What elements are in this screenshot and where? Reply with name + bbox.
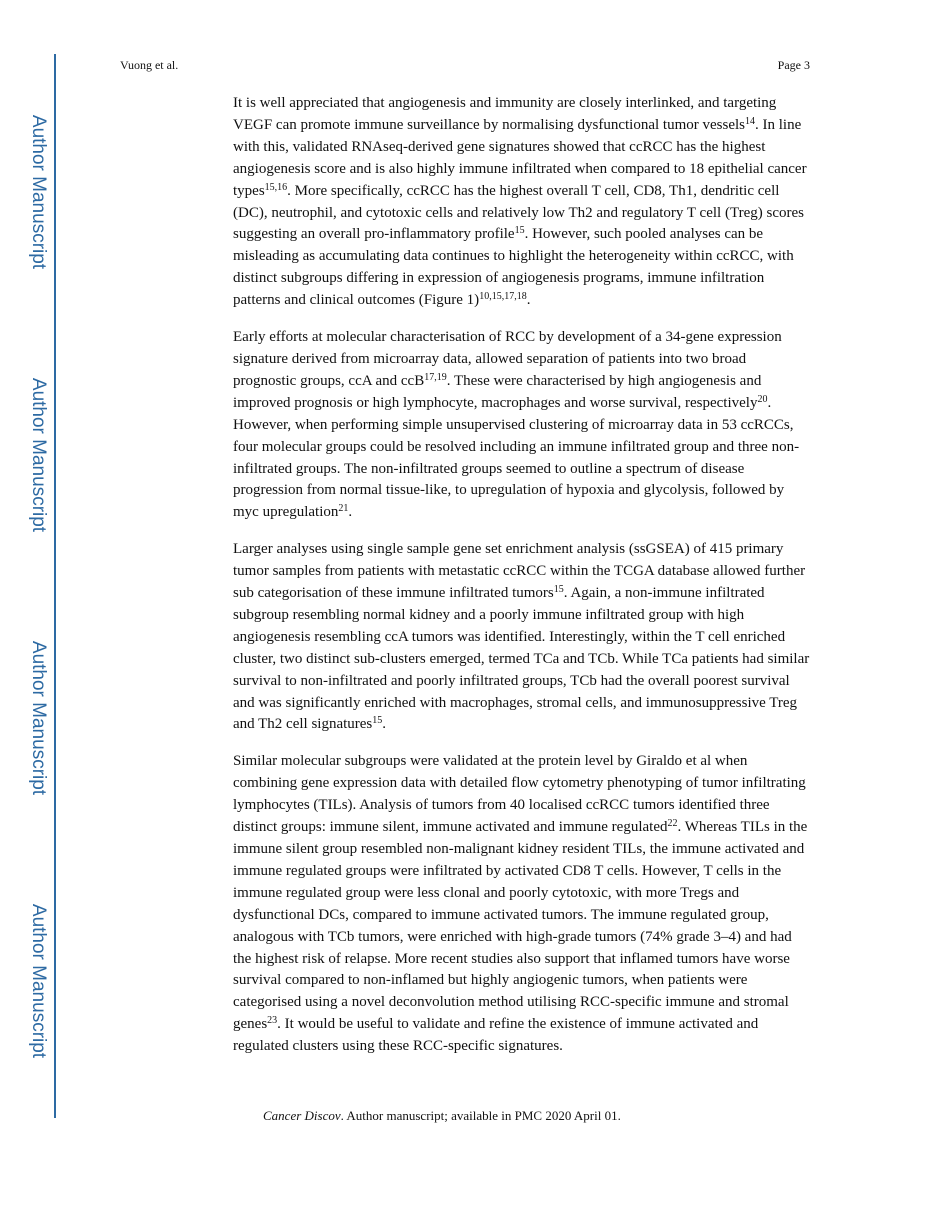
paragraph-text: . However, when performing simple unsupervised clustering of microarray data in 53 ccRCCs, four molecular groups could be resolved including an immune infiltrated group and three non-infiltrated groups. The non-infiltrated groups seemed to outline a spectrum of disease progression from normal tissue-like, to upregulation of hypoxia and glycolysis, followed by myc upregulation [233, 394, 800, 521]
paragraph-text: . Again, a non-immune infiltrated subgroup resembling normal kidney and a poorly immune infiltrated group with high angiogenesis resembling ccA tumors was identified. Interestingly, within the T cell enriched cluster, two distinct sub-clusters emerged, termed TCa and TCb. While TCa patients had similar survival to non-infiltrated and poorly infiltrated groups, TCb had the overall poorest survival and was significantly enriched with macrophages, stromal cells, and immunosuppressive Treg and Th2 cell signatures [233, 585, 810, 733]
paragraph-text: . [526, 292, 531, 309]
page-footer [263, 1108, 621, 1124]
paragraph-1 [233, 93, 811, 312]
citation-superscript: 22 [667, 818, 678, 830]
paragraph-4 [233, 751, 811, 1058]
citation-superscript: 14 [745, 115, 755, 127]
paragraph-text: . However, such pooled analyses can be misleading as accumulating data continues to highlight the heterogeneity within ccRCC, with distinct subgroups differing in expression of angiogenesis programs, immune infiltration patterns and clinical outcomes (Figure 1) [233, 226, 794, 309]
citation-superscript: 15 [553, 584, 564, 596]
footer-journal-name: Cancer Discov [263, 1108, 341, 1123]
citation-superscript: 15,16 [264, 181, 288, 193]
paragraph-text: Similar molecular subgroups were validated at the protein level by Giraldo et al when combining gene expression data with detailed flow cytometry phenotyping of tumor infiltrating lymphocytes (TILs). Analysis of tumors from 40 localised ccRCC tumors identified three distinct groups: immune silent, immune activated and immune regulated [233, 753, 806, 836]
citation-superscript: 21 [338, 503, 349, 515]
paragraph-3 [233, 539, 811, 736]
page-number: Page 3 [777, 58, 810, 72]
paragraph-text: . In line with this, validated RNAseq-derived gene signatures showed that ccRCC has the highest angiogenesis score and is also highly immune infiltrated when compared to 18 epithelial cancer types [233, 116, 807, 199]
paragraph-2 [233, 327, 811, 524]
citation-superscript: 15 [514, 225, 525, 237]
citation-superscript: 17,19 [424, 371, 447, 383]
paragraph-text: . It would be useful to validate and refine the existence of immune activated and regulated clusters using these RCC-specific signatures. [233, 1016, 759, 1055]
paragraph-text: . These were characterised by high angiogenesis and improved prognosis or high lymphocyte, macrophages and worse survival, respectively [233, 372, 762, 411]
article-body [233, 93, 811, 1073]
paragraph-text: It is well appreciated that angiogenesis and immunity are closely interlinked, and targeting VEGF can promote immune surveillance by normalising dysfunctional tumor vessels [233, 95, 777, 133]
citation-superscript: 20 [757, 393, 768, 405]
paragraph-text: . Whereas TILs in the immune silent group resembled non-malignant kidney resident TILs, the immune activated and immune regulated groups were infiltrated by activated CD8 T cells. However, T cells in the immune regulated group were less clonal and poorly cytotoxic, with more Tregs and dysfunctional DCs, compared to immune activated tumors. The immune regulated group, analogous with TCb tumors, were enriched with high-grade tumors (74% grade 3–4) and had the highest risk of relapse. More recent studies also support that inflamed tumors have worse survival compared to non-inflamed but highly angiogenic tumors, when patients were categorised using a novel deconvolution method utilising RCC-specific immune and stromal genes [233, 819, 808, 1033]
paragraph-text: . [382, 716, 387, 733]
citation-superscript: 23 [267, 1015, 278, 1027]
paragraph-text: . [348, 504, 353, 521]
running-header-author: Vuong et al. [120, 58, 179, 72]
paragraph-text: . More specifically, ccRCC has the highest overall T cell, CD8, Th1, dendritic cell (DC), neutrophil, and cytotoxic cells and relatively low Th2 and regulatory T cell (Treg) scores suggesting an overall pro-inflammatory profile [233, 182, 804, 243]
citation-superscript: 15 [372, 715, 383, 727]
margin-rule [54, 54, 56, 1118]
paragraph-text: Larger analyses using single sample gene set enrichment analysis (ssGSEA) of 415 primary tumor samples from patients with metastatic ccRCC within the TCGA database allowed further sub categorisation of these immune infiltrated tumors [233, 541, 806, 602]
paragraph-text: Early efforts at molecular characterisation of RCC by development of a 34-gene expression signature derived from microarray data, allowed separation of patients into two broad prognostic groups, ccA and ccB [233, 329, 782, 389]
footer-manuscript-note: . Author manuscript; available in PMC 2020 April 01. [340, 1108, 621, 1123]
citation-superscript: 10,15,17,18 [479, 291, 527, 303]
